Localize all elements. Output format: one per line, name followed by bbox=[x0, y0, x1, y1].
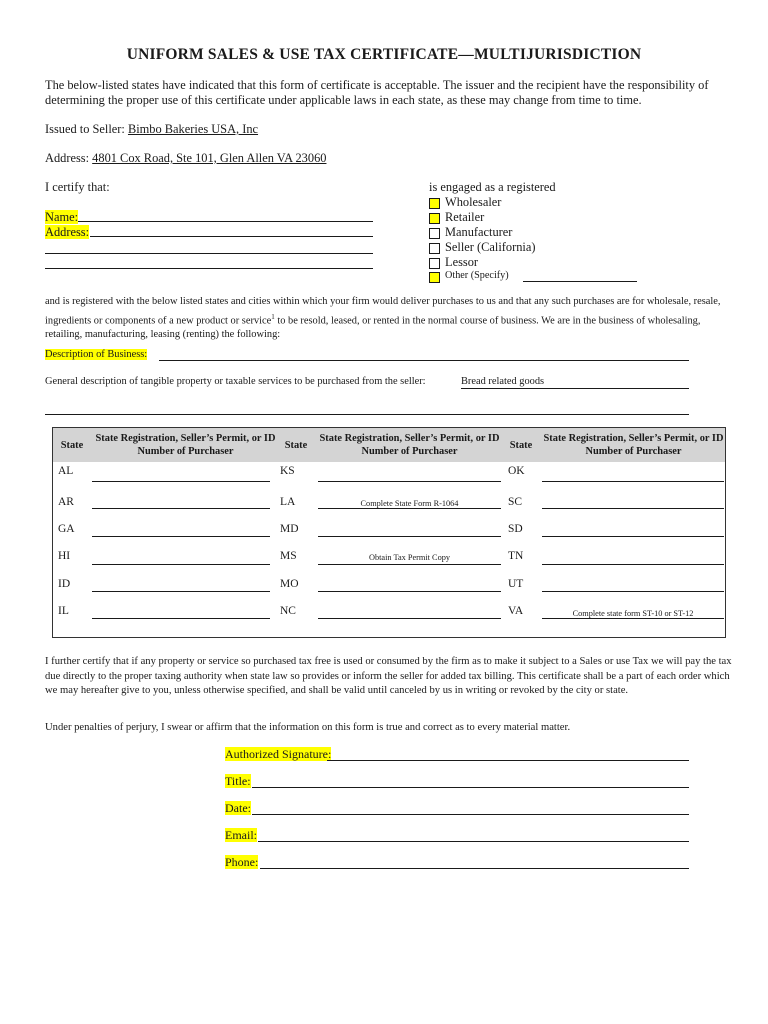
lessor-checkbox[interactable] bbox=[429, 258, 440, 269]
state-code: AR bbox=[58, 496, 74, 508]
registration-field[interactable] bbox=[542, 508, 724, 509]
registration-header-3: State Registration, Seller’s Permit, or ID Number of Purchaser bbox=[543, 433, 724, 457]
purchaser-address-field[interactable] bbox=[90, 236, 373, 237]
state-code: SD bbox=[508, 523, 523, 535]
seller-label: Issued to Seller: bbox=[45, 122, 125, 136]
name-field[interactable] bbox=[78, 221, 373, 222]
state-code: MO bbox=[280, 578, 299, 590]
registration-field[interactable] bbox=[542, 564, 724, 565]
lessor-label: Lessor bbox=[445, 255, 479, 269]
phone-label: Phone: bbox=[225, 855, 259, 869]
state-form-note: Complete State Form R-1064 bbox=[360, 499, 459, 508]
state-form-note: Obtain Tax Permit Copy bbox=[368, 553, 451, 562]
general-description-field[interactable] bbox=[461, 388, 689, 389]
state-code: HI bbox=[58, 550, 71, 562]
retailer-label: Retailer bbox=[445, 210, 485, 224]
perjury-statement: Under penalties of perjury, I swear or affirm that the information on this form is true and correct as to every material matter. bbox=[45, 722, 571, 733]
registered-paragraph: and is registered with the below listed states and cities within which your firm would deliver purchases to us and that any such purchases are for wholesale, resale, ingredients or components of a new product or service$^1$ to be resold, leased, or rented in the normal course of business. We are in the business of wholesaling, retailing, manufacturing, leasing (renting) the following: bbox=[45, 296, 721, 341]
table-header bbox=[53, 428, 725, 462]
title-field[interactable] bbox=[252, 787, 689, 788]
registration-field[interactable] bbox=[318, 481, 501, 482]
registration-field[interactable] bbox=[318, 508, 501, 509]
registration-field[interactable] bbox=[92, 618, 270, 619]
seller-california-checkbox[interactable] bbox=[429, 243, 440, 254]
registration-field[interactable] bbox=[318, 564, 501, 565]
phone-field[interactable] bbox=[260, 868, 689, 869]
state-header-2: State bbox=[284, 439, 308, 451]
state-code: MD bbox=[280, 523, 299, 535]
seller-name-field[interactable]: Bimbo Bakeries USA, Inc bbox=[127, 122, 259, 136]
authorized-signature-label: Authorized Signature: bbox=[225, 747, 332, 761]
seller-address-field[interactable]: 4801 Cox Road, Ste 101, Glen Allen VA 23060 bbox=[92, 151, 327, 165]
seller-address-row bbox=[45, 151, 735, 166]
registration-header-1: State Registration, Seller’s Permit, or ID Number of Purchaser bbox=[95, 433, 276, 457]
title-label: Title: bbox=[225, 774, 251, 788]
registration-field[interactable] bbox=[318, 536, 501, 537]
wholesaler-label: Wholesaler bbox=[445, 195, 502, 209]
state-code: SC bbox=[508, 496, 523, 508]
name-label: Name: bbox=[45, 210, 79, 224]
purchaser-address-line-2[interactable] bbox=[45, 253, 373, 254]
registration-field[interactable] bbox=[318, 591, 501, 592]
date-label: Date: bbox=[225, 801, 251, 815]
registration-header-2: State Registration, Seller’s Permit, or ID Number of Purchaser bbox=[319, 433, 500, 457]
registration-field[interactable] bbox=[318, 618, 501, 619]
seller-address-label: Address: bbox=[45, 151, 90, 165]
state-form-note: Complete state form ST-10 or ST-12 bbox=[572, 609, 694, 618]
registration-field[interactable] bbox=[542, 591, 724, 592]
certify-label: I certify that: bbox=[45, 180, 110, 194]
state-code: MS bbox=[280, 550, 297, 562]
seller-california-label: Seller (California) bbox=[445, 240, 536, 254]
authorized-signature-field[interactable] bbox=[327, 760, 689, 761]
footnote-mark: 1 bbox=[271, 312, 275, 321]
state-code: UT bbox=[508, 578, 524, 590]
form-title: UNIFORM SALES & USE TAX CERTIFICATE—MULTIJURISDICTION bbox=[126, 46, 642, 63]
state-header-3: State bbox=[509, 439, 533, 451]
general-description-line-2[interactable] bbox=[45, 414, 689, 415]
registration-field[interactable] bbox=[542, 481, 724, 482]
retailer-checkbox[interactable] bbox=[429, 213, 440, 224]
other-label: Other (Specify) bbox=[445, 270, 509, 281]
state-code: TN bbox=[508, 550, 524, 562]
registration-field[interactable] bbox=[92, 564, 270, 565]
further-certify-paragraph: I further certify that if any property or service so purchased tax free is used or consumed by the firm as to make it subject to a Sales or use Tax we will pay the tax due directly to the proper taxing authority when state law so provides or inform the seller for added tax billing. This certificate shall be a part of each order which we may hereafter give to you, unless otherwise specified, and shall be valid until canceled by us in writing or revoked by the city or state. bbox=[45, 656, 732, 696]
manufacturer-checkbox[interactable] bbox=[429, 228, 440, 239]
general-description-value: Bread related goods bbox=[461, 376, 545, 387]
engaged-label: is engaged as a registered bbox=[429, 180, 556, 194]
email-label: Email: bbox=[225, 828, 257, 842]
registration-field[interactable] bbox=[542, 618, 724, 619]
registration-field[interactable] bbox=[92, 536, 270, 537]
state-code: AL bbox=[58, 465, 74, 477]
state-code: NC bbox=[280, 605, 296, 617]
state-code: OK bbox=[508, 465, 525, 477]
manufacturer-label: Manufacturer bbox=[445, 225, 513, 239]
description-field[interactable] bbox=[159, 360, 689, 361]
state-code: VA bbox=[508, 605, 524, 617]
state-header-1: State bbox=[60, 439, 84, 451]
registration-field[interactable] bbox=[92, 481, 270, 482]
purchaser-address-label: Address: bbox=[45, 225, 90, 239]
seller-row bbox=[45, 122, 735, 137]
registration-field[interactable] bbox=[542, 536, 724, 537]
state-code: ID bbox=[58, 578, 71, 590]
description-label: Description of Business: bbox=[45, 349, 148, 360]
state-code: LA bbox=[280, 496, 296, 508]
general-description-label: General description of tangible property or taxable services to be purchased from the seller: bbox=[45, 376, 426, 387]
purchaser-address-line-3[interactable] bbox=[45, 268, 373, 269]
other-checkbox[interactable] bbox=[429, 272, 440, 283]
intro-paragraph: The below-listed states have indicated that this form of certificate is acceptable. The issuer and the recipient have the responsibility of determining the proper use of this certificate under applicable laws in each state, as these may change from time to time. bbox=[45, 78, 709, 107]
wholesaler-checkbox[interactable] bbox=[429, 198, 440, 209]
registration-field[interactable] bbox=[92, 508, 270, 509]
state-registration-table bbox=[52, 427, 726, 638]
state-code: KS bbox=[280, 465, 295, 477]
state-code: GA bbox=[58, 523, 75, 535]
state-code: IL bbox=[58, 605, 69, 617]
email-field[interactable] bbox=[258, 841, 689, 842]
date-field[interactable] bbox=[252, 814, 689, 815]
other-specify-field[interactable] bbox=[523, 281, 637, 282]
registration-field[interactable] bbox=[92, 591, 270, 592]
